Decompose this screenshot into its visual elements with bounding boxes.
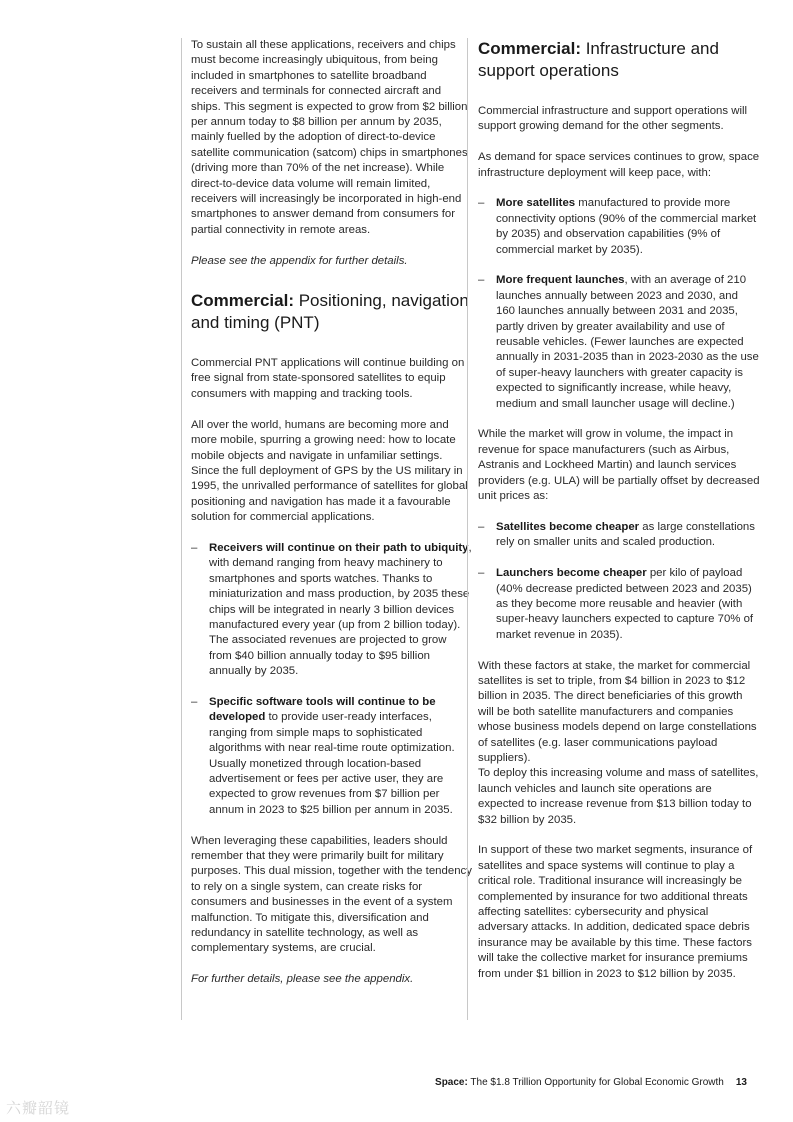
infrastructure-heading: Commercial: Infrastructure and support operations xyxy=(478,39,719,80)
infra-paragraph-4a: With these factors at stake, the market for commercial satellites is set to triple, from $4 billion in 2023 to $12 billion in 2035. The direct beneficiaries of this growth will be both satellite manufacturers and companies whose business models depend on large constellations of satellites (e.g. laser communications payload suppliers). xyxy=(478,659,757,764)
pnt-heading: Commercial: Positioning, navigation and timing (PNT) xyxy=(191,291,469,333)
left-column xyxy=(181,38,472,1020)
bullet-satellites-cheaper: – Satellites become cheaper as large constellations rely on smaller units and scaled production. xyxy=(478,520,755,549)
bullet-launchers-cheaper: – Launchers become cheaper per kilo of payload (40% decrease predicted between 2023 and 2035) as they become more reusable and heavier (with super-heavy launchers expected to capture 70% of market revenue in 2035). xyxy=(478,567,754,641)
infra-paragraph-5: In support of these two market segments, insurance of satellites and space systems will continue to play a critical role. Traditional insurance will increasingly be complemented by insurance for two additional threats affecting satellites: cybersecurity and physical adversary attacks. In addition, dedicated space debris insurance may be available by this time. These factors will take the collective market for insurance premiums from under $1 billion in 2023 to $12 billion by 2035. xyxy=(478,844,753,980)
infra-paragraph-4b: To deploy this increasing volume and mass of satellites, launch vehicles and launch site operations are expected to increase revenue from $13 billion today to $32 billion by 2035. xyxy=(478,767,759,826)
pnt-paragraph-3: When leveraging these capabilities, leaders should remember that they were primarily built for military purposes. This dual mission, together with the tendency to rely on a single system, can create risks for consumers and businesses in the event of a system malfunction. To mitigate this, diversification and redundancy in satellite technology, as well as complementary systems, are crucial. xyxy=(191,834,472,955)
pnt-paragraph-2: All over the world, humans are becoming more and more mobile, spurring a growing need: how to locate mobile objects and navigate in unfamiliar settings. Since the full deployment of GPS by the US military in 1995, the unrivalled performance of satellites for global positioning and navigation has made it a favourable solution for commercial applications. xyxy=(191,418,468,524)
infra-paragraph-1: Commercial infrastructure and support operations will support growing demand for the other segments. xyxy=(478,105,748,133)
pnt-paragraph-1: Commercial PNT applications will continue building on free signal from state-sponsored satellites to equip consumers with mapping and tracking tools. xyxy=(191,357,465,400)
appendix-note: Please see the appendix for further details. xyxy=(191,254,408,267)
watermark: 六瓣韶镜 xyxy=(6,1100,71,1117)
bullet-more-launches: – More frequent launches, with an average of 210 launches annually between 2023 and 2030, and 160 launches annually between 2031 and 2035, partly driven by greater availability and use of reusable vehicles. (Fewer launches are expected annually in 2031-2035 than in 2023-2030 as the use of super-heavy launchers with greater capacity is expected to significantly increase, while heavy, medium and small launcher usage will decline.) xyxy=(478,274,759,410)
bullet-more-satellites: – More satellites manufactured to provide more connectivity options (90% of the commercial market by 2035) and observation capabilities (9% of commercial market by 2035). xyxy=(478,197,757,256)
page-number: 13 xyxy=(735,1077,747,1088)
right-column xyxy=(467,38,760,1020)
page-footer xyxy=(435,1077,747,1088)
bullet-software: – Specific software tools will continue to be developed to provide user-ready interfaces, ranging from simple maps to sophisticated algorithms with near real-time route optimization. Usually monetized through location-based advertisement or fees per active user, they are expected to grow revenues from $7 billion per annum in 2023 to $25 billion per annum in 2035. xyxy=(191,695,455,816)
intro-paragraph: To sustain all these applications, receivers and chips must become increasingly ubiquitous, from being included in smartphones to satellite broadband receivers and terminals for connected aircraft and ships. This segment is expected to grow from $2 billion per annum today to $8 billion per annum by 2035, mainly fuelled by the adoption of direct-to-device satellite communication (satcom) chips in smartphones (driving more than 70% of the net increase). While direct-to-device data volume will remain limited, receivers will increasingly be incorporated in high-end smartphones to answer demand from consumers for partial connectivity in remote areas. xyxy=(191,39,468,236)
appendix-note-2: For further details, please see the appendix. xyxy=(191,973,414,986)
footer-title: Space: The $1.8 Trillion Opportunity for Global Economic Growth xyxy=(435,1077,724,1088)
infra-paragraph-3: While the market will grow in volume, the impact in revenue for space manufacturers (such as Airbus, Astranis and Lockheed Martin) and launch services providers (e.g. ULA) will be partially offset by decreased unit prices as: xyxy=(478,428,760,503)
bullet-receivers: – Receivers will continue on their path to ubiquity, with demand ranging from heavy machinery to smartphones and sports watches. Thanks to miniaturization and mass production, by 2035 these chips will be integrated in nearly 3 billion devices manufactured every year (up from 2 billion today). The associated revenues are projected to grow from $40 billion annually today to $95 billion annually by 2035. xyxy=(191,541,472,678)
infra-paragraph-2: As demand for space services continues to grow, space infrastructure deployment will keep pace, with: xyxy=(478,151,760,179)
